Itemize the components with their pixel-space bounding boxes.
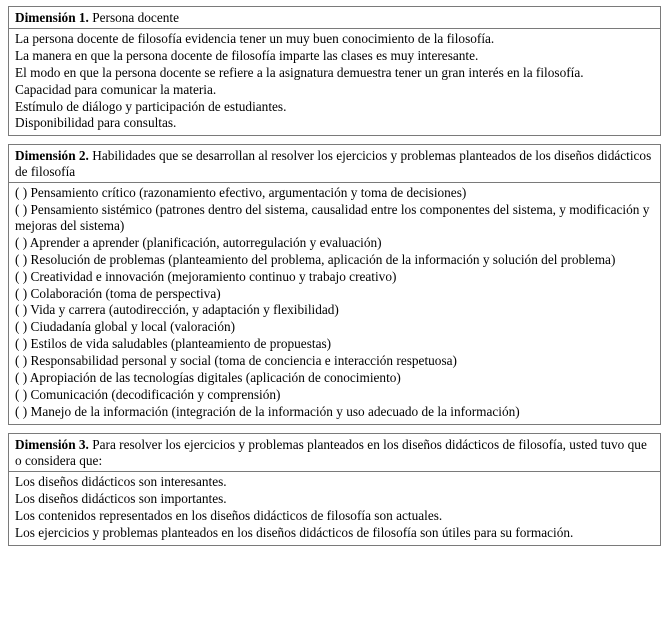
checkbox-option[interactable]: ( ) Ciudadanía global y local (valoración) [15, 319, 236, 335]
dimension-3-header [9, 434, 660, 470]
checkbox-option[interactable]: ( ) Aprender a aprender (planificación, autorregulación y evaluación) [15, 234, 382, 250]
dimension-1-header [9, 7, 660, 28]
dimension-1-title: Persona docente [88, 10, 179, 25]
list-item: Disponibilidad para consultas. [15, 115, 177, 131]
checkbox-option[interactable]: ( ) Resolución de problemas (planteamiento del problema, aplicación de la información y solución del problema) [15, 251, 616, 267]
list-item: Capacidad para comunicar la materia. [15, 81, 217, 97]
dimension-3-body [9, 472, 660, 546]
list-item: La persona docente de filosofía evidencia tener un muy buen conocimiento de la filosofía. [15, 30, 495, 46]
list-item: Los ejercicios y problemas planteados en los diseños didácticos de filosofía son útiles para su formación. [15, 525, 574, 541]
checkbox-option[interactable]: ( ) Estilos de vida saludables (planteamiento de propuestas) [15, 336, 332, 352]
checkbox-option[interactable]: ( ) Pensamiento crítico (razonamiento efectivo, argumentación y toma de decisiones) [15, 184, 467, 200]
checkbox-option[interactable]: ( ) Manejo de la información (integración de la información y uso adecuado de la información) [15, 404, 520, 420]
list-item: Los diseños didácticos son interesantes. [15, 473, 227, 489]
list-item: Los diseños didácticos son importantes. [15, 490, 227, 506]
checkbox-option[interactable]: ( ) Colaboración (toma de perspectiva) [15, 285, 221, 301]
dimension-2-label: Dimensión 2. [15, 148, 89, 164]
list-item: La manera en que la persona docente de filosofía imparte las clases es muy interesante. [15, 47, 479, 63]
checkbox-option[interactable]: ( ) Comunicación (decodificación y comprensión) [15, 387, 281, 403]
list-item: Estímulo de diálogo y participación de estudiantes. [15, 98, 287, 114]
dimension-3-title: Para resolver los ejercicios y problemas planteados en los diseños didácticos de filosofía, usted tuvo que o considera que: [15, 437, 647, 468]
checkbox-option[interactable]: ( ) Responsabilidad personal y social (toma de conciencia e interacción respetuosa) [15, 353, 457, 369]
checkbox-option[interactable]: ( ) Apropiación de las tecnologías digitales (aplicación de conocimiento) [15, 370, 401, 386]
dimension-2-section [8, 144, 661, 425]
dimension-3-section [8, 433, 661, 546]
dimension-2-body [9, 183, 660, 424]
dimension-2-header [9, 145, 660, 181]
dimension-1-label: Dimensión 1. [15, 10, 89, 25]
checkbox-option[interactable]: ( ) Vida y carrera (autodirección, y adaptación y flexibilidad) [15, 302, 339, 318]
dimension-1-section [8, 6, 661, 136]
list-item: Los contenidos representados en los diseños didácticos de filosofía son actuales. [15, 507, 443, 523]
checkbox-option[interactable]: ( ) Creatividad e innovación (mejoramiento continuo y trabajo creativo) [15, 268, 397, 284]
list-item: El modo en que la persona docente se refiere a la asignatura demuestra tener un gran interés en la filosofía. [15, 64, 584, 80]
dimension-2-title: Habilidades que se desarrollan al resolver los ejercicios y problemas planteados de los diseños didácticos de filosofía [15, 148, 652, 180]
dimension-3-label: Dimensión 3. [15, 437, 89, 453]
dimension-1-body [9, 29, 660, 136]
checkbox-option[interactable]: ( ) Pensamiento sistémico (patrones dentro del sistema, causalidad entre los componentes del sistema, y modificación y mejoras del sistema) [15, 201, 650, 233]
